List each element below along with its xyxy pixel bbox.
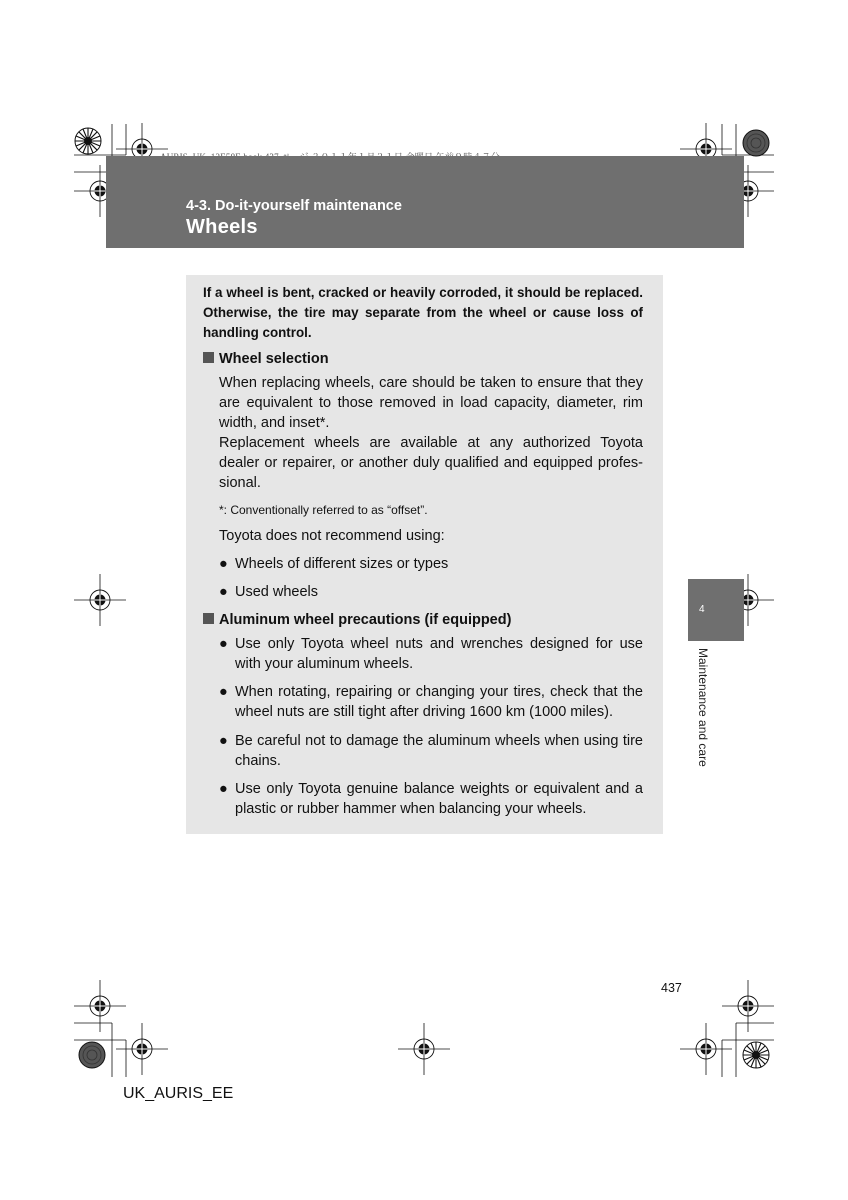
intro-warning: If a wheel is bent, cracked or heavily corroded, it should be replaced. Otherwise, the tire may separate from the wheel or cause loss of handling control. [203, 285, 643, 340]
aluminum-heading-text: Aluminum wheel precautions (if equipped) [219, 612, 512, 628]
list-item: ● Be careful not to damage the aluminum wheels when using tire chains. [219, 733, 643, 769]
square-bullet-icon [203, 613, 214, 624]
section-label: 4-3. Do-it-yourself maintenance [186, 198, 402, 214]
list-item: ● Use only Toyota wheel nuts and wrenches designed for use with your aluminum wheels. [219, 636, 643, 672]
page-number: 437 [661, 981, 682, 995]
chapter-number: 4 [699, 604, 705, 615]
wheel-selection-body [219, 373, 643, 493]
wheel-selection-heading-text: Wheel selection [219, 351, 329, 367]
page-title: Wheels [186, 216, 258, 238]
bullet-dot-icon: ● [219, 781, 228, 797]
list-item: ● Used wheels [219, 584, 319, 600]
bullet-dot-icon: ● [219, 684, 228, 700]
list-item: ● Use only Toyota genuine balance weights or equivalent and a plastic or rubber hammer when balancing your wheels. [219, 781, 643, 817]
wheel-selection-para-1: When replacing wheels, care should be taken to ensure that they are equivalent to those removed in load capacity, diameter, rim width, and inset*. [219, 375, 643, 431]
chapter-label: Maintenance and care [696, 648, 710, 767]
bullet-dot-icon: ● [219, 584, 228, 600]
offset-footnote: *: Conventionally referred to as “offset”. [219, 503, 428, 517]
square-bullet-icon [203, 352, 214, 363]
wheel-selection-para-2: Replacement wheels are available at any authorized Toyota dealer or repairer, or another duly qualified and equipped profes-sional. [219, 435, 643, 491]
list-item: ● When rotating, repairing or changing your tires, check that the wheel nuts are still tight after driving 1600 km (1000 miles). [219, 684, 643, 720]
recommend-text: Toyota does not recommend using: [219, 528, 445, 544]
footer-code: UK_AURIS_EE [123, 1085, 234, 1102]
bullet-dot-icon: ● [219, 733, 228, 749]
aluminum-heading [203, 612, 511, 628]
bullet-dot-icon: ● [219, 556, 228, 572]
bullet-dot-icon: ● [219, 636, 228, 652]
list-item: ● Wheels of different sizes or types [219, 556, 449, 572]
chapter-tab[interactable] [688, 579, 744, 641]
wheel-selection-heading [203, 351, 329, 367]
